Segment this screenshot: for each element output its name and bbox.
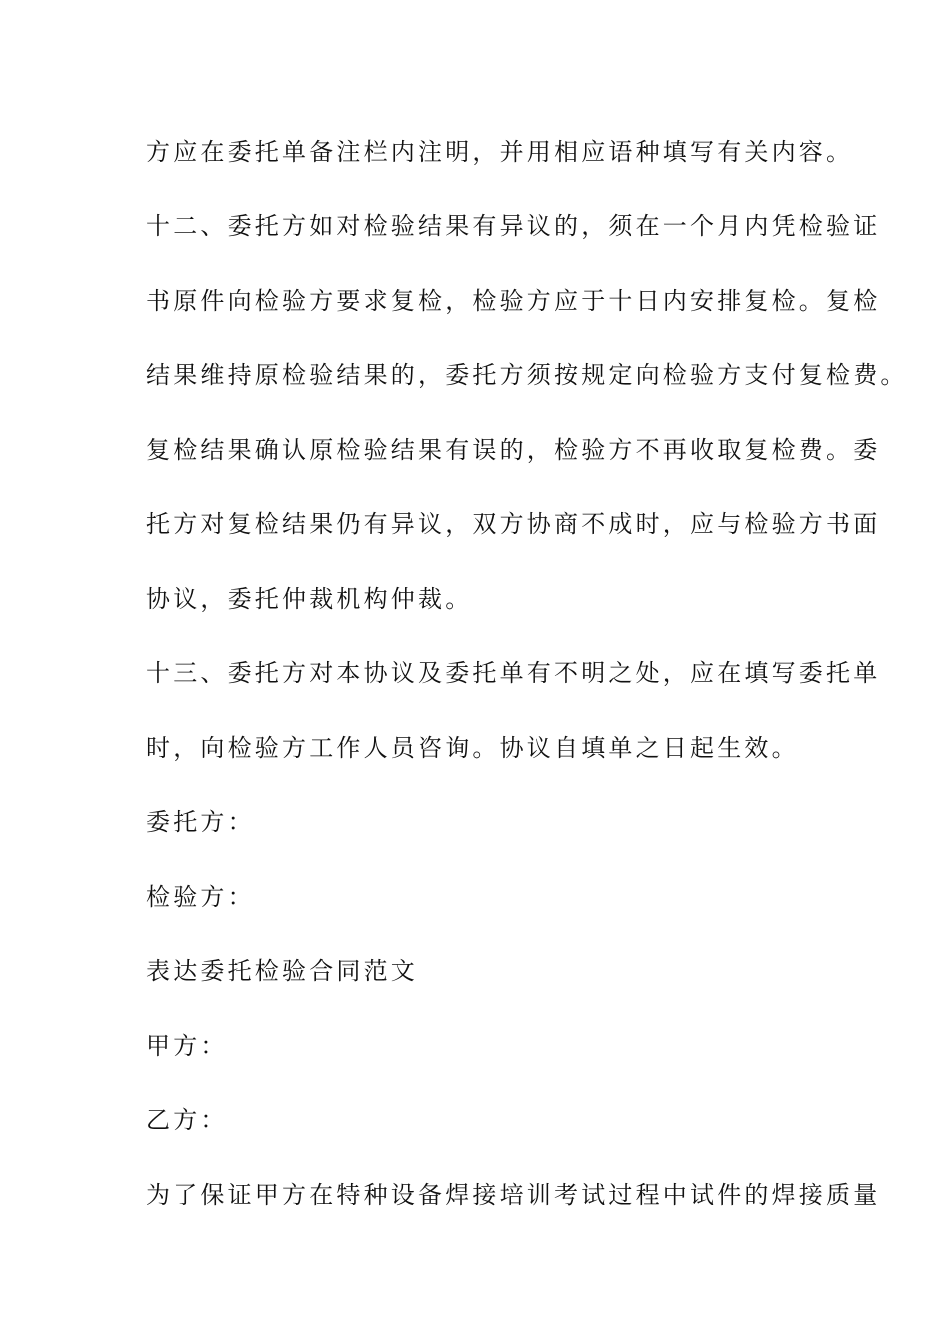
text-line-7: 协议，委托仲裁机构仲裁。 [146, 585, 473, 613]
party-a-label: 甲方： [146, 1032, 228, 1060]
text-line-4: 结果维持原检验结果的，委托方须按规定向检验方支付复检费。 [146, 361, 908, 389]
text-line-6: 托方对复检结果仍有异议，双方协商不成时，应与检验方书面 [146, 510, 881, 538]
text-line-5: 复检结果确认原检验结果有误的，检验方不再收取复检费。委 [146, 436, 881, 464]
text-line-1: 方应在委托单备注栏内注明，并用相应语种填写有关内容。 [146, 138, 854, 166]
section-title: 表达委托检验合同范文 [146, 957, 418, 985]
text-line-2: 十二、委托方如对检验结果有异议的，须在一个月内凭检验证 [146, 212, 881, 240]
text-line-9: 时，向检验方工作人员咨询。协议自填单之日起生效。 [146, 734, 799, 762]
text-line-3: 书原件向检验方要求复检，检验方应于十日内安排复检。复检 [146, 287, 881, 315]
text-line-15: 为了保证甲方在特种设备焊接培训考试过程中试件的焊接质量 [146, 1181, 881, 1209]
party-b-label: 乙方： [146, 1106, 228, 1134]
entrusting-party-label: 委托方： [146, 808, 255, 836]
text-line-8: 十三、委托方对本协议及委托单有不明之处，应在填写委托单 [146, 659, 881, 687]
inspecting-party-label: 检验方： [146, 883, 255, 911]
